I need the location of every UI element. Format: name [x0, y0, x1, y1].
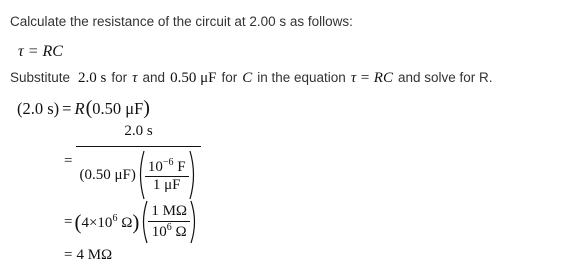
equation-tau-rc: τ = RC — [350, 70, 393, 86]
solve-text: and solve for R. — [397, 70, 493, 85]
symbol-r: R — [74, 98, 85, 118]
conversion-denominator: 1 μF — [152, 176, 181, 193]
conversion-denominator — [149, 222, 190, 241]
conversion-numerator: 1 MΩ — [151, 203, 188, 220]
unit-ohm: Ω — [171, 223, 187, 240]
left-big-paren — [136, 150, 145, 200]
conversion-numerator — [145, 157, 189, 176]
capacitance-arg: 0.50 μF — [92, 98, 144, 118]
value-capacitance: 0.50 μF — [170, 70, 217, 86]
capacitance-term: (0.50 μF) — [79, 166, 136, 183]
equation-line-2 — [64, 123, 201, 200]
ten: 10 — [147, 158, 163, 175]
exponent: −6 — [162, 156, 174, 168]
equals-sign: = — [64, 213, 73, 230]
and-word: and — [142, 70, 166, 85]
intro-text: Calculate the resistance of the circuit at 2.00 s as follows: — [10, 14, 353, 29]
right-big-paren — [190, 200, 199, 244]
substitute-instruction — [10, 70, 493, 87]
close-paren: ) — [143, 97, 150, 119]
unit-conversion-f — [145, 157, 189, 195]
ten: 10 — [151, 223, 167, 240]
exponent: 6 — [112, 212, 118, 224]
right-big-paren — [189, 150, 198, 200]
equation-line-1 — [17, 97, 150, 120]
equals-sign: = — [62, 98, 72, 118]
value-time: 2.0 s — [78, 70, 107, 86]
formula-tau-rc: τ = RC — [18, 43, 63, 60]
open-paren: ( — [85, 97, 93, 119]
open-paren: ( — [74, 209, 82, 234]
resistance-ohms — [81, 213, 132, 232]
unit-farad: F — [173, 158, 186, 175]
unit-conversion-ohm — [148, 203, 190, 241]
symbol-c: C — [242, 70, 253, 86]
unit-ohm: Ω — [117, 214, 133, 231]
exponent: 6 — [166, 221, 172, 233]
for-word-2: for — [221, 70, 238, 85]
fraction-denominator — [76, 147, 200, 200]
lhs-time: (2.0 s) — [17, 98, 60, 118]
fraction-numerator: 2.0 s — [124, 123, 153, 139]
in-equation-text: in the equation — [257, 70, 346, 85]
equation-line-3 — [64, 200, 199, 244]
symbol-tau: τ — [132, 70, 138, 86]
equals-sign: = — [64, 247, 73, 263]
close-paren: ) — [132, 209, 140, 234]
equation-line-4 — [64, 247, 112, 264]
for-word-1: for — [111, 70, 128, 85]
left-big-paren — [139, 200, 148, 244]
substitute-word: Substitute — [10, 70, 71, 85]
final-result: 4 MΩ — [76, 247, 113, 263]
main-fraction — [76, 123, 200, 200]
equals-sign: = — [64, 153, 73, 170]
coefficient: 4×10 — [81, 214, 113, 231]
